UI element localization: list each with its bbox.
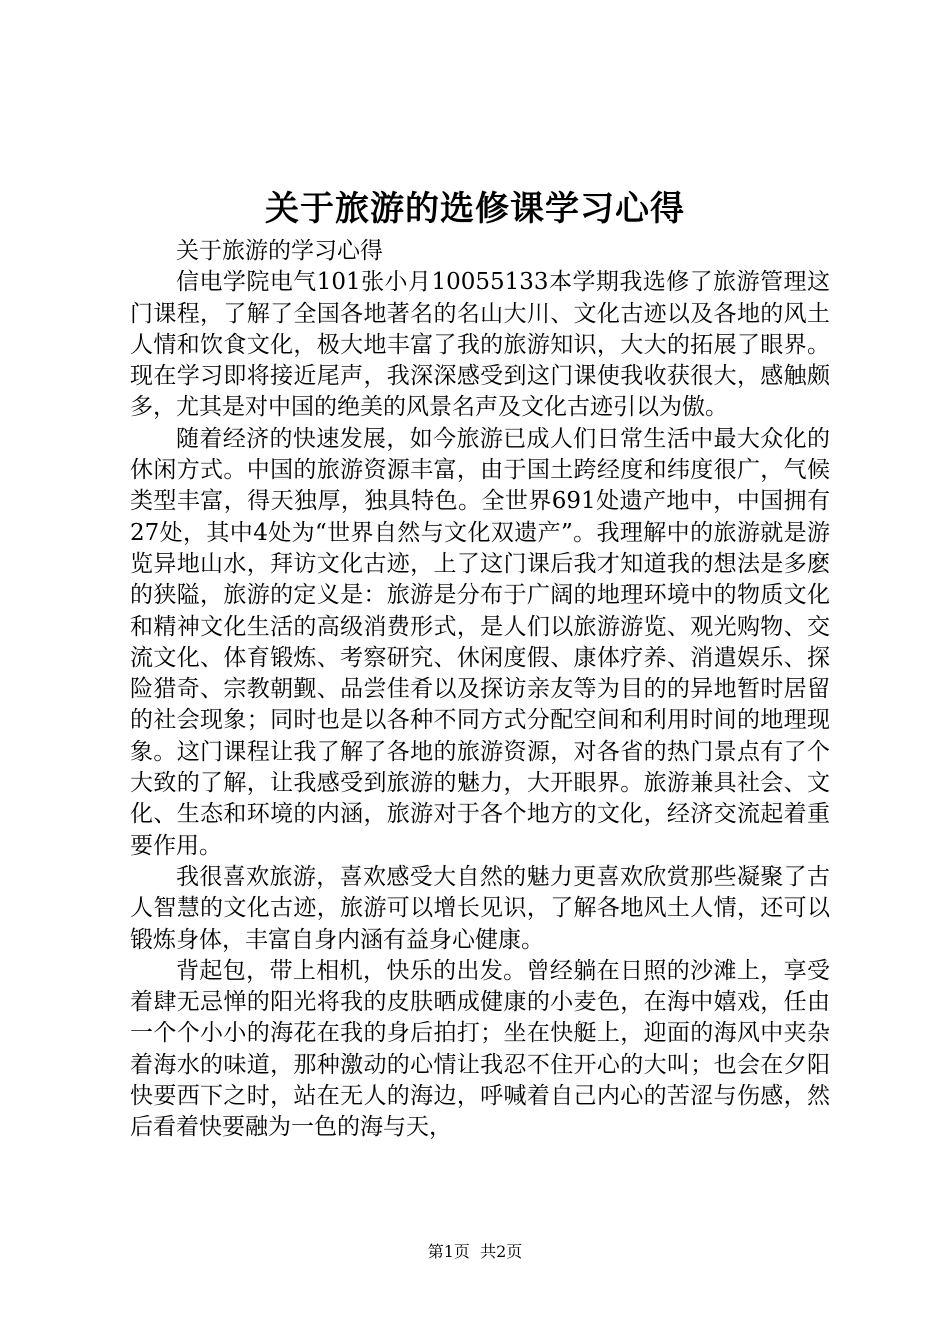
paragraph-beach-memory: 背起包，带上相机，快乐的出发。曾经躺在日照的沙滩上，享受着肆无忌惮的阳光将我的皮肤晒成健康的小麦色，在海中嬉戏，任由一个个小小的海花在我的身后拍打；坐在快艇上，迎面的海风中夹杂着海水的味道，那种激动的心情让我忍不住开心的大叫；也会在夕阳快要西下之时，站在无人的海边，呼喊着自己内心的苦涩与伤感，然后看着快要融为一色的海与天，: [130, 957, 830, 1141]
document-body: [130, 236, 830, 1144]
paragraph-love-travel: 我很喜欢旅游，喜欢感受大自然的魅力更喜欢欣赏那些凝聚了古人智慧的文化古迹，旅游可以增长见识，了解各地风土人情，还可以锻炼身体，丰富自身内涵有益身心健康。: [130, 863, 830, 953]
paragraph-intro: 信电学院电气101张小月10055133本学期我选修了旅游管理这门课程，了解了全国各地著名的名山大川、文化古迹以及各地的风土人情和饮食文化，极大地丰富了我的旅游知识，大大的拓展了眼界。现在学习即将接近尾声，我深深感受到这门课使我收获很大，感触颇多，尤其是对中国的绝美的风景名声及文化古迹引以为傲。: [130, 269, 830, 421]
paragraph-subtitle: 关于旅游的学习心得: [176, 238, 383, 264]
document-title: 关于旅游的选修课学习心得: [265, 189, 685, 229]
page-footer: [0, 1241, 950, 1263]
page-total: 共2页: [480, 1242, 523, 1261]
paragraph-tourism-definition: 随着经济的快速发展，如今旅游已成人们日常生活中最大众化的休闲方式。中国的旅游资源丰富，由于国土跨经度和纬度很广，气候类型丰富，得天独厚，独具特色。全世界691处遗产地中，中国拥有27处，其中4处为“世界自然与文化双遗产”。我理解中的旅游就是游览异地山水，拜访文化古迹，上了这门课后我才知道我的想法是多麽的狭隘，旅游的定义是：旅游是分布于广阔的地理环境中的物质文化和精神文化生活的高级消费形式，是人们以旅游游览、观光购物、交流文化、体育锻炼、考察研究、休闲度假、康体疗养、消遣娱乐、探险猎奇、宗教朝觐、品尝佳肴以及探访亲友等为目的的异地暂时居留的社会现象；同时也是以各种不同方式分配空间和利用时间的地理现象。这门课程让我了解了各地的旅游资源，对各省的热门景点有了个大致的了解，让我感受到旅游的魅力，大开眼界。旅游兼具社会、文化、生态和环境的内涵，旅游对于各个地方的文化，经济交流起着重要作用。: [130, 425, 830, 859]
page-number: 第1页: [427, 1242, 470, 1261]
footer-separator: [470, 1242, 480, 1261]
